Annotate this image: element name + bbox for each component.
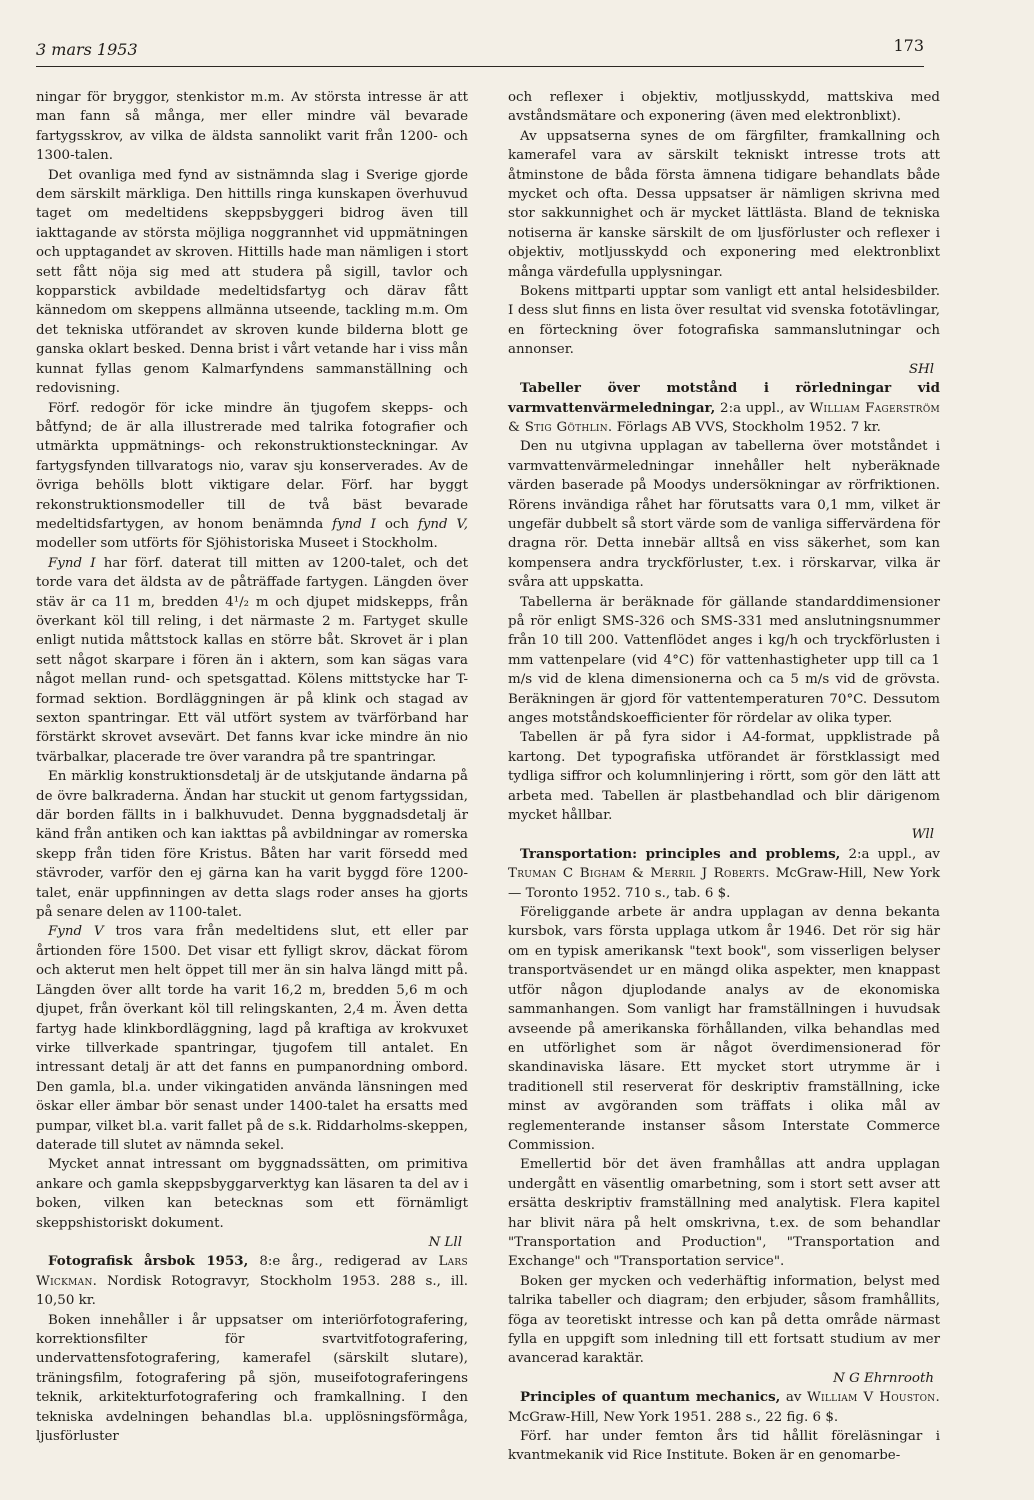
paragraph: Fynd V tros vara från medeltidens slut, ett eller par årtionden före 1500. Det visar ett fylligt skrov, däckat förom och akterut men helt öppet till mer än sin halva längd mitt på. Längden över allt torde ha varit 16,2 m, bredden 5,6 m och djupet, från överkant köl till relingskanten, 2,4 m. Även detta fartyg hade klinkbordläggning, lagd på kraftiga av krokvuxet virke tillverkade spantringar, tjugofem till antalet. En intressant detalj är att det fanns en pumpanordning ombord. Den gamla, bl.a. under vikingatiden använda länsningen med öskar eller ämbar bör senast under 1400-talet ha ersatts med pumpar, vilket bl.a. varit fallet på de s.k. Riddarholms-skeppen, daterade till slutet av nämnda sekel. [36,924,468,1153]
paragraph: Förf. har under femton års tid hållit föreläsningar i kvantmekanik vid Rice Institute. Boken är en genomarbe- [508,1429,940,1464]
paragraph: Fynd I har förf. daterat till mitten av 1200-talet, och det torde vara det äldsta av de påträffade fartygen. Längden över stäv är ca 11 m, bredden 4¹/₂ m och djupet midskepps, från överkant köl till reling, i det närmaste 2 m. Fartyget skulle enligt nutida måttstock kallas en större båt. Skrovet är i plan sett något skarpare i fören än i aktern, som kan sägas vara något mellan rund- och spetsgattad. Kölens mittstycke har T-formad sektion. Bordläggningen är på klink och stagad av sexton spantringar. Ett väl utfört system av tvärförband har förstärkt skrovet avsevärt. Det fanns kvar icke mindre än nio tvärbalkar, placerade tre över varandra på tre spantringar. [36,555,468,765]
review-title: Transportation: principles and problems, [520,845,841,862]
paragraph: Bokens mittparti upptar som vanligt ett antal helsidesbilder. I dess slut finns en lista över resultat vid svenska fototävlingar, en förteckning över fotografiska sammanslutningar och annonser. SHl [508,282,940,379]
paragraph: Boken innehåller i år uppsatser om interiörfotografering, korrektionsfilter för svartvitfotografering, undervattensfotografering, kamerafel (särskilt slutare), träningsfilm, fotografering på sjön, museifotograferingens teknik, arkitekturfotografering och framkallning. I den tekniska avdelningen behandlas bl.a. upplösningsförmåga, ljusförluster [36,1312,468,1445]
issue-date: 3 mars 1953 [36,40,138,59]
paragraph: En märklig konstruktionsdetalj är de utskjutande ändarna på de övre balkraderna. Ändan har stuckit ut genom fartygssidan, där borden fällts in i balkhuvudet. Denna byggnadsdetalj är känd från antiken och kan iakttas på avbildningar av romerska skepp från tiden före Kristus. Båten har varit försedd med stävroder, varför den ej gärna kan ha varit byggd före 1200-talet, enär uppfinningen av detta slags roder anses ha gjorts på senare delen av 1100-talet. [36,769,468,921]
paragraph: ningar för bryggor, stenkistor m.m. Av största intresse är att man fann så många, mer eller mindre väl bevarade fartygsskrov, av vilka de äldsta sannolikt varit från 1200- och 1300-talen. [36,90,468,164]
review-author: Lars Wickman. [36,1254,468,1289]
reviewer-signature: SHl [908,361,934,377]
page-number: 173 [893,36,924,55]
page-header [36,30,924,67]
paragraph: Det ovanliga med fynd av sistnämnda slag i Sverige gjorde dem särskilt märkliga. Den hittills ringa kunskapen överhuvud taget om medeltidens skeppsbyggeri bidrog även till iakttagande av största möjliga noggrannhet vid uppmätningen och upptagandet av skroven. Hittills hade man nämligen i stort sett fått nöja sig med att studera på sigill, tavlor och kopparstick avbildade medeltidsfartyg och därav fått kännedom om skeppens allmänna utseende, tackling m.m. Om det tekniska utförandet av skroven kunde bilderna blott ge ganska oklart besked. Denna brist i vårt vetande har i viss mån kunnat fyllas genom Kalmarfyndens sammanställning och redovisning. [36,167,468,397]
paragraph: Emellertid bör det även framhållas att andra upplagan undergått en väsentlig omarbetning, som i stort sett avser att ersätta deskriptiv framställning med analytisk. Flera kapitel har blivit nära på helt omskrivna, t.ex. de som behandlar "Transportation and Production", "Transportation and Exchange" och "Transportation service". [508,1157,940,1270]
emphasis: fynd V, [417,516,468,532]
paragraph: Förf. redogör för icke mindre än tjugofem skepps- och båtfynd; de är alla illustrerade med talrika fotografier och utmärkta uppmätnings- och rekonstruktionsteckningar. Av fartygsfynden tillvaratogs nio, varav sju konserverades. Av de övriga behölls blott viktigare delar. Förf. har byggt rekonstruktionsmodeller till de två bäst bevarade medeltidsfartygen, av honom benämnda fynd I och fynd V, modeller som utförts för Sjöhistoriska Museet i Stockholm. [36,400,468,552]
reviewer-signature: N G Ehrnrooth [833,1370,934,1386]
paragraph: Mycket annat intressant om byggnadssätten, om primitiva ankare och gamla skeppsbyggarverktyg kan läsaren ta del av i boken, vilken kan betecknas som ett förnämligt skeppshistoriskt dokument. N Lll [36,1155,468,1252]
review-title: Tabeller över motstånd i rörledningar vid varmvattenvärmeledningar, [508,380,940,416]
review-heading: Fotografisk årsbok 1953, 8:e årg., redigerad av Lars Wickman. Nordisk Rotogravyr, Stockholm 1953. 288 s., ill. 10,50 kr. [36,1253,468,1309]
review-author: William Fagerström & Stig Göthlin. [508,400,941,435]
emphasis: Fynd I [48,555,96,571]
paragraph: Den nu utgivna upplagan av tabellerna över motståndet i varmvattenvärmeledningar innehåller helt nyberäknade värden baserade på Moodys undersökningar av rörfriktionen. Rörens invändiga råhet har förutsatts vara 0,1 mm, vilket är ungefär dubbelt så stort värde som de vanliga siffervärdena för dragna rör. Detta innebär alltså en viss säkerhet, som kan kompensera andra tryckförluster, t.ex. i rörskarvar, vilka är svåra att uppskatta. [508,439,940,591]
emphasis: Fynd V [48,924,104,940]
reviewer-signature: N Lll [428,1234,462,1250]
paragraph: och reflexer i objektiv, motljusskydd, mattskiva med avståndsmätare och exponering (även med elektronblixt). [508,90,940,125]
paragraph: Av uppsatserna synes de om färgfilter, framkallning och kamerafel vara av särskilt tekniskt intresse trots att åtminstone de båda första ämnena tidigare behandlats både mycket och ofta. Dessa uppsatser är nämligen skrivna med stor sakkunnighet och är mycket lättlästa. Bland de tekniska notiserna är kanske särskilt de om ljusförluster och reflexer i objektiv, motljusskydd och exponering med elektronblixt många värdefulla upplysningar. [508,128,940,280]
review-heading: Tabeller över motstånd i rörledningar vid varmvattenvärmeledningar, 2:a uppl., av William Fagerström & Stig Göthlin. Förlags AB VVS, Stockholm 1952. 7 kr. [508,380,941,435]
paragraph: Tabellen är på fyra sidor i A4-format, uppklistrade på kartong. Det typografiska utförandet är förstklassigt med tydliga siffror och kolumnlinjering i rörtt, som gör den lätt att arbeta med. Tabellen är plastbehandlad och blir därigenom mycket hållbar. Wll [508,728,940,844]
review-author: William V Houston. [806,1390,940,1406]
review-heading: Principles of quantum mechanics, av William V Houston. McGraw-Hill, New York 1951. 288 s., 22 fig. 6 $. [508,1389,940,1425]
review-heading: Transportation: principles and problems, 2:a uppl., av Truman C Bigham & Merril J Roberts. McGraw-Hill, New York — Toronto 1952. 710 s., tab. 6 $. [508,845,940,901]
left-column [36,88,468,1446]
right-column [508,88,940,1466]
reviewer-signature: Wll [911,827,934,843]
paragraph: Boken ger mycken och vederhäftig information, belyst med talrika tabeller och diagram; den erbjuder, såsom framhållits, föga av teoretiskt intresse och kan på detta område närmast fylla en uppgift som inledning till ett fortsatt studium av mer avancerad karaktär. N G Ehrnrooth [508,1272,940,1388]
paragraph: Föreliggande arbete är andra upplagan av denna bekanta kursbok, vars första upplaga utkom år 1946. Det rör sig här om en typisk amerikansk "text book", som visserligen belyser transportväsendet ur en mängd olika aspekter, men knappast utför någon djuplodande analys av de ekonomiska sammanhangen. Som vanligt har framställningen i huvudsak avseende på amerikanska förhållanden, vilka behandlas med en utförlighet som är något överdimensionerad för skandinaviska läsare. Ett mycket stort utrymme är i traditionell stil reserverat för deskriptiv framställning, icke minst av avgöranden som träffats i olika mål av reglementerande instanser såsom Interstate Commerce Commission. [508,905,940,1153]
review-title: Fotografisk årsbok 1953, [48,1253,249,1270]
review-author: Truman C Bigham & Merril J Roberts. [508,866,770,882]
paragraph: Tabellerna är beräknade för gällande standarddimensioner på rör enligt SMS-326 och SMS-331 med anslutningsnummer från 10 till 200. Vattenflödet anges i kg/h och tryckförlusten i mm vattenpelare (vid 4°C) för vattenhastigheter upp till ca 1 m/s vid de klena dimensionerna och ca 5 m/s vid de grövsta. Beräkningen är gjord för vattentemperaturen 70°C. Dessutom anges motståndskoefficienter för rördelar av olika typer. [508,594,940,726]
emphasis: fynd I [332,516,376,532]
review-title: Principles of quantum mechanics, [520,1389,781,1406]
